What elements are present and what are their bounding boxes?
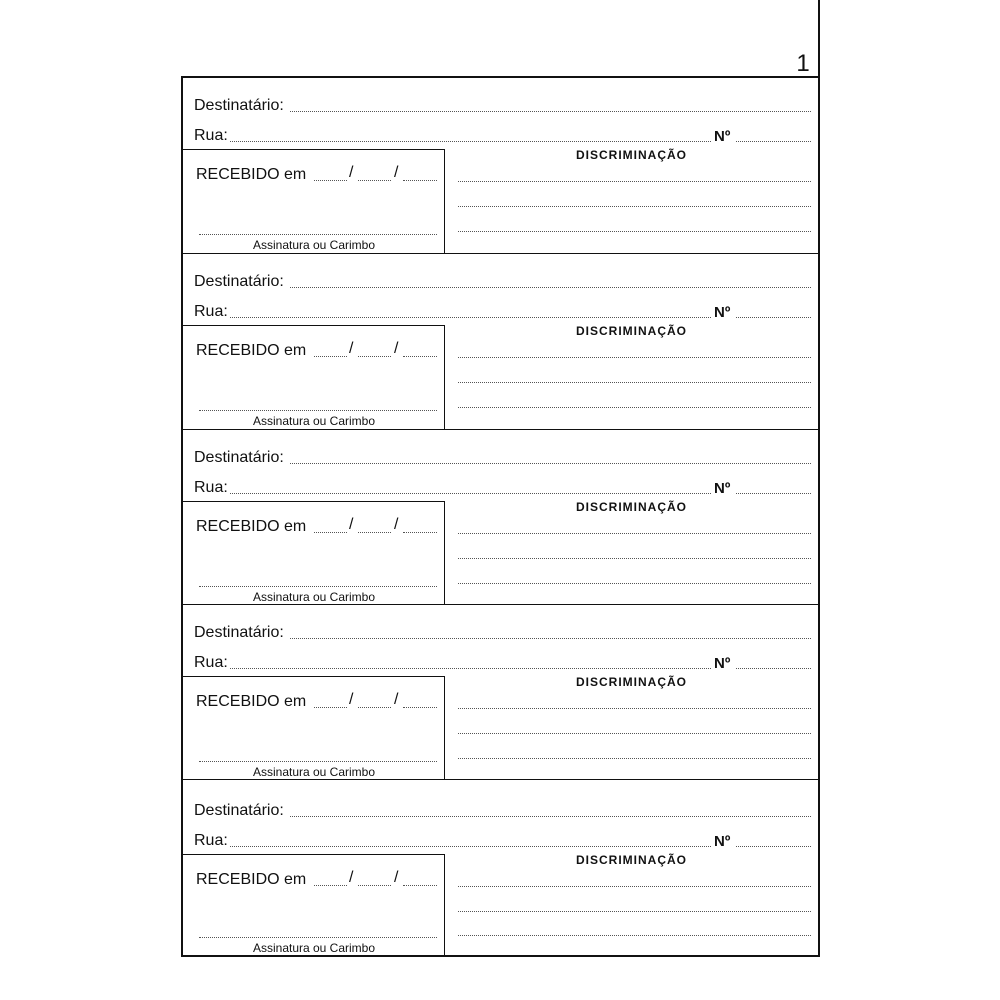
description-title: DISCRIMINAÇÃO bbox=[576, 500, 687, 514]
received-label: RECEBIDO em bbox=[196, 342, 307, 359]
date-separator: / bbox=[349, 340, 354, 357]
number-label: Nº bbox=[714, 128, 731, 145]
received-month-field[interactable] bbox=[358, 356, 391, 357]
number-label: Nº bbox=[714, 655, 731, 672]
street-label: Rua: bbox=[194, 832, 228, 849]
date-separator: / bbox=[349, 164, 354, 181]
delivery-slip bbox=[183, 429, 818, 604]
receipt-box bbox=[183, 149, 445, 253]
description-title: DISCRIMINAÇÃO bbox=[576, 853, 687, 867]
received-month-field[interactable] bbox=[358, 707, 391, 708]
delivery-slip bbox=[183, 78, 818, 253]
date-separator: / bbox=[394, 869, 399, 886]
date-separator: / bbox=[394, 516, 399, 533]
page-number: 1 bbox=[796, 50, 810, 77]
received-label: RECEBIDO em bbox=[196, 166, 307, 183]
street-field[interactable] bbox=[230, 668, 711, 669]
received-month-field[interactable] bbox=[358, 180, 391, 181]
received-year-field[interactable] bbox=[403, 707, 437, 708]
number-field[interactable] bbox=[736, 493, 811, 494]
form-frame bbox=[181, 76, 820, 957]
received-year-field[interactable] bbox=[403, 180, 437, 181]
recipient-field[interactable] bbox=[290, 638, 811, 639]
recipient-label: Destinatário: bbox=[194, 97, 284, 114]
number-field[interactable] bbox=[736, 141, 811, 142]
date-separator: / bbox=[394, 164, 399, 181]
received-year-field[interactable] bbox=[403, 356, 437, 357]
signature-caption: Assinatura ou Carimbo bbox=[252, 590, 376, 604]
street-label: Rua: bbox=[194, 479, 228, 496]
received-year-field[interactable] bbox=[403, 532, 437, 533]
received-label: RECEBIDO em bbox=[196, 518, 307, 535]
description-line[interactable] bbox=[458, 886, 811, 887]
received-day-field[interactable] bbox=[314, 356, 347, 357]
street-field[interactable] bbox=[230, 493, 711, 494]
receipt-box bbox=[183, 325, 445, 429]
description-line[interactable] bbox=[458, 181, 811, 182]
delivery-slip bbox=[183, 779, 818, 955]
number-label: Nº bbox=[714, 833, 731, 850]
signature-field[interactable] bbox=[199, 937, 437, 938]
recipient-label: Destinatário: bbox=[194, 802, 284, 819]
date-separator: / bbox=[349, 691, 354, 708]
number-label: Nº bbox=[714, 480, 731, 497]
received-day-field[interactable] bbox=[314, 707, 347, 708]
recipient-field[interactable] bbox=[290, 463, 811, 464]
description-line[interactable] bbox=[458, 911, 811, 912]
page-edge-line bbox=[818, 0, 820, 78]
description-line[interactable] bbox=[458, 407, 811, 408]
street-label: Rua: bbox=[194, 303, 228, 320]
recipient-field[interactable] bbox=[290, 287, 811, 288]
street-field[interactable] bbox=[230, 317, 711, 318]
recipient-label: Destinatário: bbox=[194, 273, 284, 290]
number-field[interactable] bbox=[736, 846, 811, 847]
received-day-field[interactable] bbox=[314, 180, 347, 181]
recipient-label: Destinatário: bbox=[194, 449, 284, 466]
description-title: DISCRIMINAÇÃO bbox=[576, 324, 687, 338]
recipient-field[interactable] bbox=[290, 816, 811, 817]
description-title: DISCRIMINAÇÃO bbox=[576, 148, 687, 162]
street-label: Rua: bbox=[194, 127, 228, 144]
date-separator: / bbox=[349, 869, 354, 886]
signature-caption: Assinatura ou Carimbo bbox=[252, 238, 376, 252]
signature-field[interactable] bbox=[199, 234, 437, 235]
received-month-field[interactable] bbox=[358, 532, 391, 533]
description-line[interactable] bbox=[458, 382, 811, 383]
date-separator: / bbox=[394, 691, 399, 708]
recipient-field[interactable] bbox=[290, 111, 811, 112]
signature-caption: Assinatura ou Carimbo bbox=[252, 765, 376, 779]
description-line[interactable] bbox=[458, 231, 811, 232]
description-line[interactable] bbox=[458, 758, 811, 759]
date-separator: / bbox=[394, 340, 399, 357]
signature-field[interactable] bbox=[199, 761, 437, 762]
receipt-box bbox=[183, 676, 445, 780]
received-day-field[interactable] bbox=[314, 532, 347, 533]
signature-field[interactable] bbox=[199, 586, 437, 587]
signature-field[interactable] bbox=[199, 410, 437, 411]
recipient-label: Destinatário: bbox=[194, 624, 284, 641]
received-label: RECEBIDO em bbox=[196, 871, 307, 888]
signature-caption: Assinatura ou Carimbo bbox=[252, 941, 376, 955]
description-line[interactable] bbox=[458, 583, 811, 584]
street-field[interactable] bbox=[230, 846, 711, 847]
description-line[interactable] bbox=[458, 357, 811, 358]
number-field[interactable] bbox=[736, 317, 811, 318]
delivery-slip bbox=[183, 253, 818, 428]
received-day-field[interactable] bbox=[314, 885, 347, 886]
delivery-slip bbox=[183, 604, 818, 779]
receipt-box bbox=[183, 501, 445, 605]
description-line[interactable] bbox=[458, 708, 811, 709]
street-label: Rua: bbox=[194, 654, 228, 671]
received-year-field[interactable] bbox=[403, 885, 437, 886]
description-line[interactable] bbox=[458, 558, 811, 559]
received-label: RECEBIDO em bbox=[196, 693, 307, 710]
signature-caption: Assinatura ou Carimbo bbox=[252, 414, 376, 428]
received-month-field[interactable] bbox=[358, 885, 391, 886]
description-line[interactable] bbox=[458, 533, 811, 534]
receipt-box bbox=[183, 854, 445, 956]
number-field[interactable] bbox=[736, 668, 811, 669]
description-line[interactable] bbox=[458, 733, 811, 734]
description-title: DISCRIMINAÇÃO bbox=[576, 675, 687, 689]
description-line[interactable] bbox=[458, 935, 811, 936]
number-label: Nº bbox=[714, 304, 731, 321]
description-line[interactable] bbox=[458, 206, 811, 207]
date-separator: / bbox=[349, 516, 354, 533]
street-field[interactable] bbox=[230, 141, 711, 142]
